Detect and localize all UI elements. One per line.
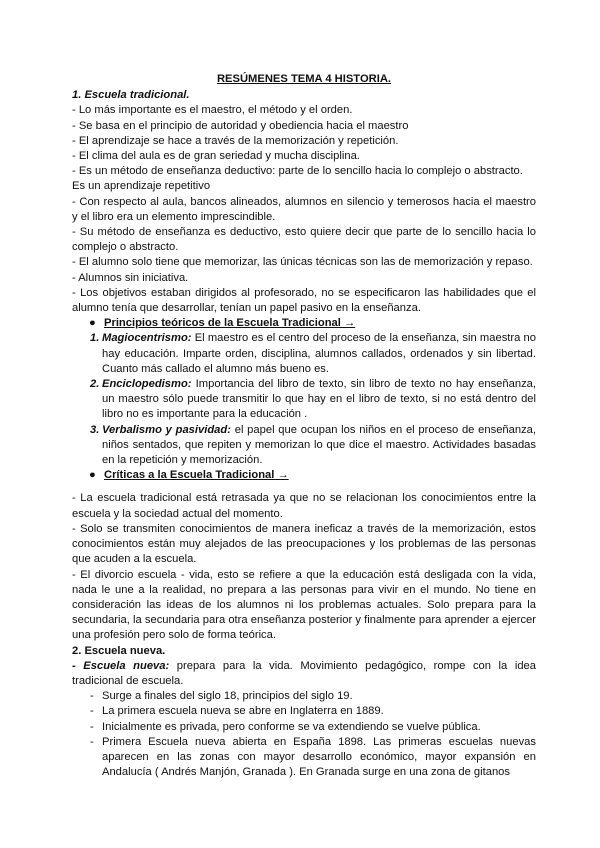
list-item-text: Surge a finales del siglo 18, principios del siglo 19. <box>102 690 353 703</box>
principle-text: El maestro es el centro del proceso de la enseñanza, sin maestra no hay educación. Imparte orden, disciplina, alumnos callados, ordenados y sin libertad. Cuanto más callado el alumno más bueno es. <box>102 332 536 375</box>
item-number: 1. <box>90 332 100 345</box>
dash-marker: - <box>90 720 94 733</box>
section-heading-escuela-nueva: 2. Escuela nueva. <box>72 644 166 657</box>
principles-heading <box>72 316 536 331</box>
paragraph-line: - Su método de enseñanza es deductivo, esto quiere decir que parte de lo sencillo hacia lo complejo o abstracto. <box>72 226 536 254</box>
spacer <box>72 483 536 491</box>
critic-paragraph: - La escuela tradicional está retrasada ya que no se relacionan los conocimientos entre la escuela y la sociedad actual del momento. <box>72 492 536 520</box>
list-item-text: Inicialmente es privada, pero conforme se va extendiendo se vuelve pública. <box>102 720 481 733</box>
list-item <box>72 735 536 781</box>
list-item-text: Primera Escuela nueva abierta en España 1898. Las primeras escuelas nuevas aparecen en las zonas con mayor desarrollo económico, mayor expansión en Andalucía ( Andrés Manjón, Granada ). En Granada surge en una zona de gitanos <box>102 735 536 779</box>
principle-term: Enciclopedismo: <box>102 378 192 391</box>
item-number: 3. <box>90 423 100 436</box>
intro-paragraph <box>72 659 536 689</box>
critics-heading <box>72 468 536 483</box>
paragraph-line: - Con respecto al aula, bancos alineados, alumnos en silencio y temerosos hacia el maestro y el libro era un elemento imprescindible. <box>72 195 536 223</box>
item-number: 2. <box>90 378 100 391</box>
paragraph-line: - Alumnos sin iniciativa. <box>72 271 189 284</box>
principles-heading-text: Principios teóricos de la Escuela Tradicional → <box>104 317 356 330</box>
dash-marker: - <box>90 690 94 703</box>
page-title: RESÚMENES TEMA 4 HISTORIA. <box>216 73 392 85</box>
dash-marker: - <box>90 705 94 718</box>
paragraph-line: - Los objetivos estaban dirigidos al profesorado, no se especificaron las habilidades que el alumno tenía que desarrollar, tenían un papel pasivo en la enseñanza. <box>72 286 536 315</box>
principle-item <box>72 423 536 469</box>
critic-paragraph: - Solo se transmiten conocimientos de manera ineficaz a través de la memorización, estos conocimientos están muy alejados de las preocupaciones y los problemas de las personas que acuden a la escuela. <box>72 522 536 566</box>
paragraph-line: - Lo más importante es el maestro, el método y el orden. <box>72 104 353 117</box>
list-item <box>72 689 536 704</box>
paragraph-line: - El clima del aula es de gran seriedad y mucha disciplina. <box>72 150 360 163</box>
principle-term: Magiocentrismo: <box>102 332 192 345</box>
bullet-icon: ● <box>89 469 96 482</box>
list-item <box>72 704 536 719</box>
intro-term: - Escuela nueva: <box>72 659 170 672</box>
paragraph-line: - Se basa en el principio de autoridad y obediencia hacia el maestro <box>72 119 409 132</box>
dash-marker: - <box>90 735 94 748</box>
intro-text: prepara para la vida. Movimiento pedagógico, rompe con la idea tradicional de escuela. <box>72 659 536 687</box>
principle-text: el papel que ocupan los niños en el proceso de enseñanza, niños sentados, que repiten y memorizan lo que dice el maestro. Actividades basadas en la repetición y memorización. <box>102 423 537 467</box>
critic-paragraph: - El divorcio escuela - vida, esto se refiere a que la educación está desligada con la vida, nada le une a la realidad, no prepara a las personas para vivir en el mundo. No tiene en consideración las ideas de los alumnos ni los problemas actuales. Solo prepara para la secundaria, la secundaria para otra enseñanza posterior y finalmente para aprender a ejercer una profesión pero solo de forma teórica. <box>72 568 536 642</box>
paragraph-line: - El alumno solo tiene que memorizar, las únicas técnicas son las de memorización y repaso. <box>72 256 533 269</box>
list-item-text: La primera escuela nueva se abre en Inglaterra en 1889. <box>102 705 384 718</box>
list-item <box>72 720 536 735</box>
section-heading-escuela-tradicional: 1. Escuela tradicional. <box>72 89 190 102</box>
principle-item <box>72 331 536 377</box>
principle-text: Importancia del libro de texto, sin libro de texto no hay enseñanza, un maestro sólo puede transmitir lo que hay en el libro de texto, si no está dentro del libro no es importante para la educación . <box>102 378 536 421</box>
critics-heading-text: Críticas a la Escuela Tradicional → <box>104 469 289 482</box>
bullet-icon: ● <box>89 317 96 330</box>
paragraph-line: - Es un método de enseñanza deductivo: parte de lo sencillo hacia lo complejo o abstracto. Es un aprendizaje repetitivo <box>72 165 523 193</box>
principle-term: Verbalismo y pasividad: <box>102 423 231 436</box>
principle-item <box>72 377 536 423</box>
paragraph-line: - El aprendizaje se hace a través de la memorización y repetición. <box>72 134 399 147</box>
